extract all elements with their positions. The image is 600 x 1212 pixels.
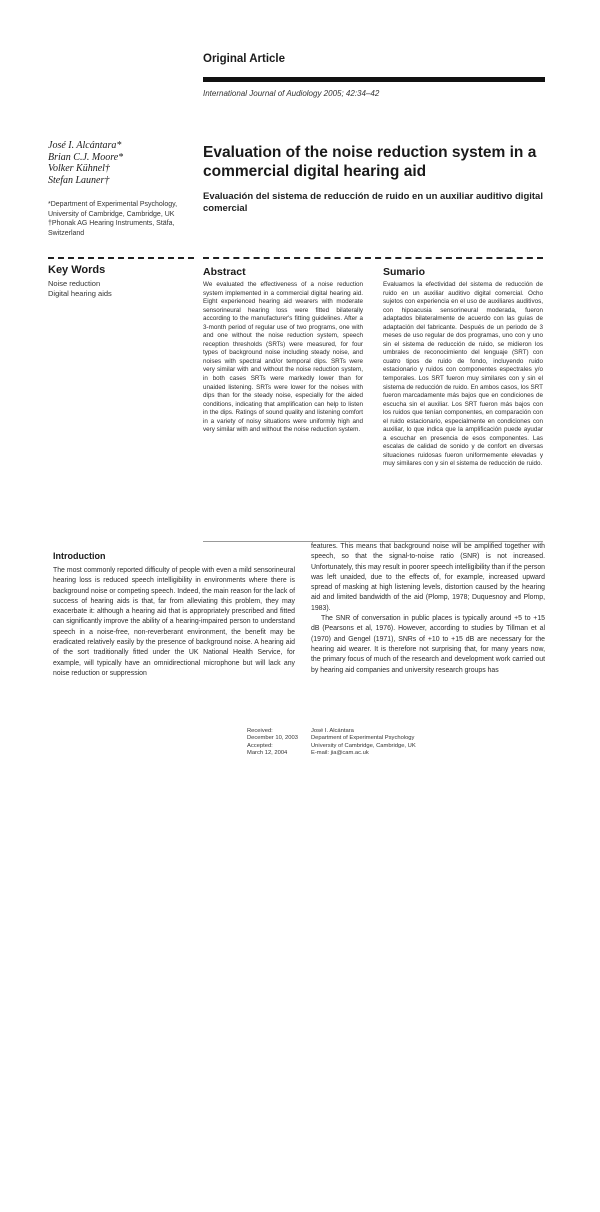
affiliation: *Department of Experimental Psychology, University of Cambridge, Cambridge, UK xyxy=(48,201,178,218)
author-name: Brian C.J. Moore* xyxy=(48,151,124,163)
sumario-text: Evaluamos la efectividad del sistema de reducción de ruido en un auxiliar auditivo digital comercial. Ocho sujetos con experiencia en el uso de auxiliares auditivos, con hipoacusia sensorineural moderada, fueron adaptados bilateralmente de acuerdo con las guías de adaptación del fabricante. Después de un periodo de 3 meses de uso regular de dos programas, uno con y uno sin el sistema de reducción de ruido, se midieron los umbrales de reconocimiento del lenguaje (SRT) con cuatro tipos de ruido de fondo, incluyendo ruido estacionario y ruidos con componentes espectrales y/o temporales. Los SRT fueron muy similares con y sin el sistema de reducción de ruido. En ambos casos, los SRT fueron marcadamente más bajos que en condiciones de escucha sin el auxiliar. Los SRT fueron más bajos con los ruidos que tenían componentes, en comparación con el ruido estacionario, especialmente en condiciones con auxiliar, lo que indica que la amplificación puede ayudar a escuchar en presencia de esos componentes. Las escalas de calidad de sonido y de confort en diversas situaciones ruidosas fueron uniformemente elevadas y muy similares con y sin el sistema de reducción de ruido. xyxy=(383,281,543,468)
keyword-item: Digital hearing aids xyxy=(48,288,112,298)
article-dates xyxy=(247,728,307,757)
abstract-text: We evaluated the effectiveness of a noise reduction system implemented in a commercial digital hearing aid. Eight experienced hearing aid wearers with moderate sensorineural hearing loss were fitted bilaterally according to the manufacturer's fitting guidelines. After a 3-month period of regular use of two programs, one with and one without the noise reduction system, speech reception thresholds (SRTs) were measured, for four types of background noise including steady noise, and noises with spectral and/or temporal dips. SRTs were very similar with and without the noise reduction system, in both cases SRTs were markedly lower than for unaided listening. SRTs were lower for the noises with dips than for the steady noise, especially for the aided conditions, indicating that amplification can help to listen in the dips. Ratings of sound quality and listening comfort in a variety of noisy situations were uniformly high and very similar with and without the noise reduction system. xyxy=(203,281,363,434)
received-label: Received: xyxy=(247,728,273,734)
keywords-divider xyxy=(48,257,194,259)
affiliation: †Phonak AG Hearing Instruments, Stäfa, Switzerland xyxy=(48,220,175,237)
introduction-right-column xyxy=(311,542,545,676)
article-subtitle-spanish: Evaluación del sistema de reducción de ruido en un auxiliar auditivo digital comercial xyxy=(203,191,543,214)
author-list xyxy=(48,140,198,186)
accepted-date: March 12, 2004 xyxy=(247,749,288,756)
author-name: Volker Kühnel† xyxy=(48,163,110,174)
keyword-item: Noise reduction xyxy=(48,279,101,288)
body-paragraph: The SNR of conversation in public places is typically around +5 to +15 dB (Pearsons et al, 1976). However, according to studies by Tillman et al (1970) and Gengel (1971), SNRs of +10 to +15 dB are necessary for the hearing aid wearer. It is therefore not surprising that, for many years now, the primary focus of much of the research and development work carried out by hearing aid companies and university research groups has xyxy=(311,615,545,674)
introduction-left-column xyxy=(53,566,295,679)
section-tag: Original Article xyxy=(203,53,286,65)
header-bar xyxy=(203,77,545,82)
author-name: Stefan Launer† xyxy=(48,174,110,186)
keywords-list xyxy=(48,279,112,298)
correspondence xyxy=(311,728,511,757)
abstract-divider xyxy=(203,257,543,259)
contact-line: E-mail: jia@cam.ac.uk xyxy=(311,749,369,756)
affiliation-list xyxy=(48,200,188,238)
introduction-heading: Introduction xyxy=(53,551,106,561)
body-paragraph: features. This means that background noise will be amplified together with speech, so that the signal-to-noise ratio (SNR) is not increased. Unfortunately, this may result in poorer speech intelligibility than if the person was left unaided, due to the effects of, for example, increased upward spread of masking at high listening levels, distortion caused by the hearing aid and limited bandwidth of the aid (Plomp, 1978; Duquesnoy and Plomp, 1983). xyxy=(311,543,545,612)
journal-citation: International Journal of Audiology 2005; 42:34–42 xyxy=(203,89,380,98)
contact-name: José I. Alcántara xyxy=(311,728,354,734)
received-date: December 10, 2003 xyxy=(247,735,298,742)
abstract-heading: Abstract xyxy=(203,266,246,278)
article-title: Evaluation of the noise reduction system in a commercial digital hearing aid xyxy=(203,144,537,180)
author-name: José I. Alcántara* xyxy=(48,140,122,151)
accepted-label: Accepted: xyxy=(247,742,273,749)
sumario-heading: Sumario xyxy=(383,266,426,278)
contact-line: University of Cambridge, Cambridge, UK xyxy=(311,742,416,749)
body-paragraph: The most commonly reported difficulty of people with even a mild sensorineural hearing loss is reduced speech intelligibility in environments where there is background noise or competing speech. Indeed, the main reason for the lack of success of hearing aids is that, far from alleviating this problem, they may exacerbate it: although a hearing aid that is appropriately prescribed and fitted can significantly improve the ability of a hearing-impaired person to understand speech in a noise-free, non-reverberant environment, the benefit may be eradicated relatively easily by the presence of background noise. A hearing aid of the sort traditionally fitted under the UK National Health Service, for example, will typically have an omnidirectional microphone but will lack any noise reduction or suppression xyxy=(53,567,295,677)
keywords-heading: Key Words xyxy=(48,264,106,276)
contact-line: Department of Experimental Psychology xyxy=(311,735,415,742)
